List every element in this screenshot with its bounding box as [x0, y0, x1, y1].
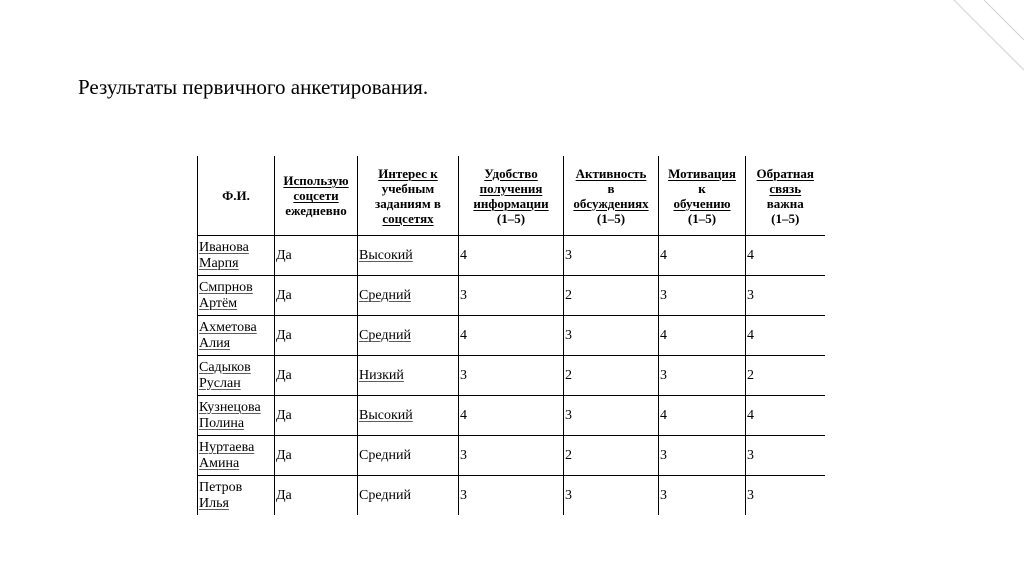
cell-motivation: 4 [659, 396, 746, 436]
cell-motivation: 4 [659, 316, 746, 356]
cell-motivation: 3 [659, 356, 746, 396]
header-daily-social: Использую соцсети ежедневно [275, 156, 358, 236]
cell-feedback: 3 [746, 436, 825, 476]
cell-convenience: 4 [459, 236, 564, 276]
cell-activity: 2 [564, 356, 659, 396]
header-interest: Интерес к учебным заданиям в соцсетях [358, 156, 459, 236]
cell-activity: 3 [564, 316, 659, 356]
header-activity: Активность в обсуждениях (1–5) [564, 156, 659, 236]
table-row [198, 276, 825, 316]
cell-motivation: 3 [659, 476, 746, 516]
cell-feedback: 3 [746, 276, 825, 316]
cell-motivation: 4 [659, 236, 746, 276]
table-row [198, 316, 825, 356]
cell-name: Петров Илья [198, 476, 275, 516]
cell-convenience: 3 [459, 276, 564, 316]
cell-daily: Да [275, 356, 358, 396]
cell-name: Нуртаева Амина [198, 436, 275, 476]
cell-feedback: 2 [746, 356, 825, 396]
cell-convenience: 4 [459, 396, 564, 436]
cell-convenience: 3 [459, 356, 564, 396]
cell-interest: Высокий [358, 236, 459, 276]
cell-name: Ахметова Алия [198, 316, 275, 356]
cell-name: Иванова Марпя [198, 236, 275, 276]
cell-daily: Да [275, 236, 358, 276]
cell-name: Садыков Руслан [198, 356, 275, 396]
cell-activity: 3 [564, 476, 659, 516]
slide-title: Результаты первичного анкетирования. [78, 75, 429, 99]
cell-activity: 2 [564, 436, 659, 476]
cell-interest: Средний [358, 276, 459, 316]
cell-name: Кузнецова Полина [198, 396, 275, 436]
cell-interest: Высокий [358, 396, 459, 436]
cell-convenience: 3 [459, 436, 564, 476]
cell-daily: Да [275, 316, 358, 356]
cell-feedback: 4 [746, 236, 825, 276]
table-row [198, 236, 825, 276]
cell-activity: 3 [564, 236, 659, 276]
cell-convenience: 4 [459, 316, 564, 356]
cell-motivation: 3 [659, 436, 746, 476]
header-motivation: Мотивация к обучению (1–5) [659, 156, 746, 236]
cell-daily: Да [275, 476, 358, 516]
cell-feedback: 4 [746, 396, 825, 436]
header-fio: Ф.И. [198, 156, 275, 236]
cell-interest: Низкий [358, 356, 459, 396]
cell-interest: Средний [358, 476, 459, 516]
table-row [198, 476, 825, 516]
cell-feedback: 4 [746, 316, 825, 356]
cell-daily: Да [275, 396, 358, 436]
cell-feedback: 3 [746, 476, 825, 516]
table-row [198, 396, 825, 436]
cell-daily: Да [275, 276, 358, 316]
cell-interest: Средний [358, 316, 459, 356]
cell-convenience: 3 [459, 476, 564, 516]
cell-activity: 3 [564, 396, 659, 436]
cell-daily: Да [275, 436, 358, 476]
table-row [198, 436, 825, 476]
survey-results-table [197, 156, 825, 515]
table-header-row [198, 156, 825, 236]
cell-name: Смпрнов Артём [198, 276, 275, 316]
cell-interest: Средний [358, 436, 459, 476]
slide-corner-decoration [944, 0, 1024, 90]
header-feedback: Обратная связь важна (1–5) [746, 156, 825, 236]
header-convenience: Удобство получения информации (1–5) [459, 156, 564, 236]
table-row [198, 356, 825, 396]
cell-activity: 2 [564, 276, 659, 316]
cell-motivation: 3 [659, 276, 746, 316]
